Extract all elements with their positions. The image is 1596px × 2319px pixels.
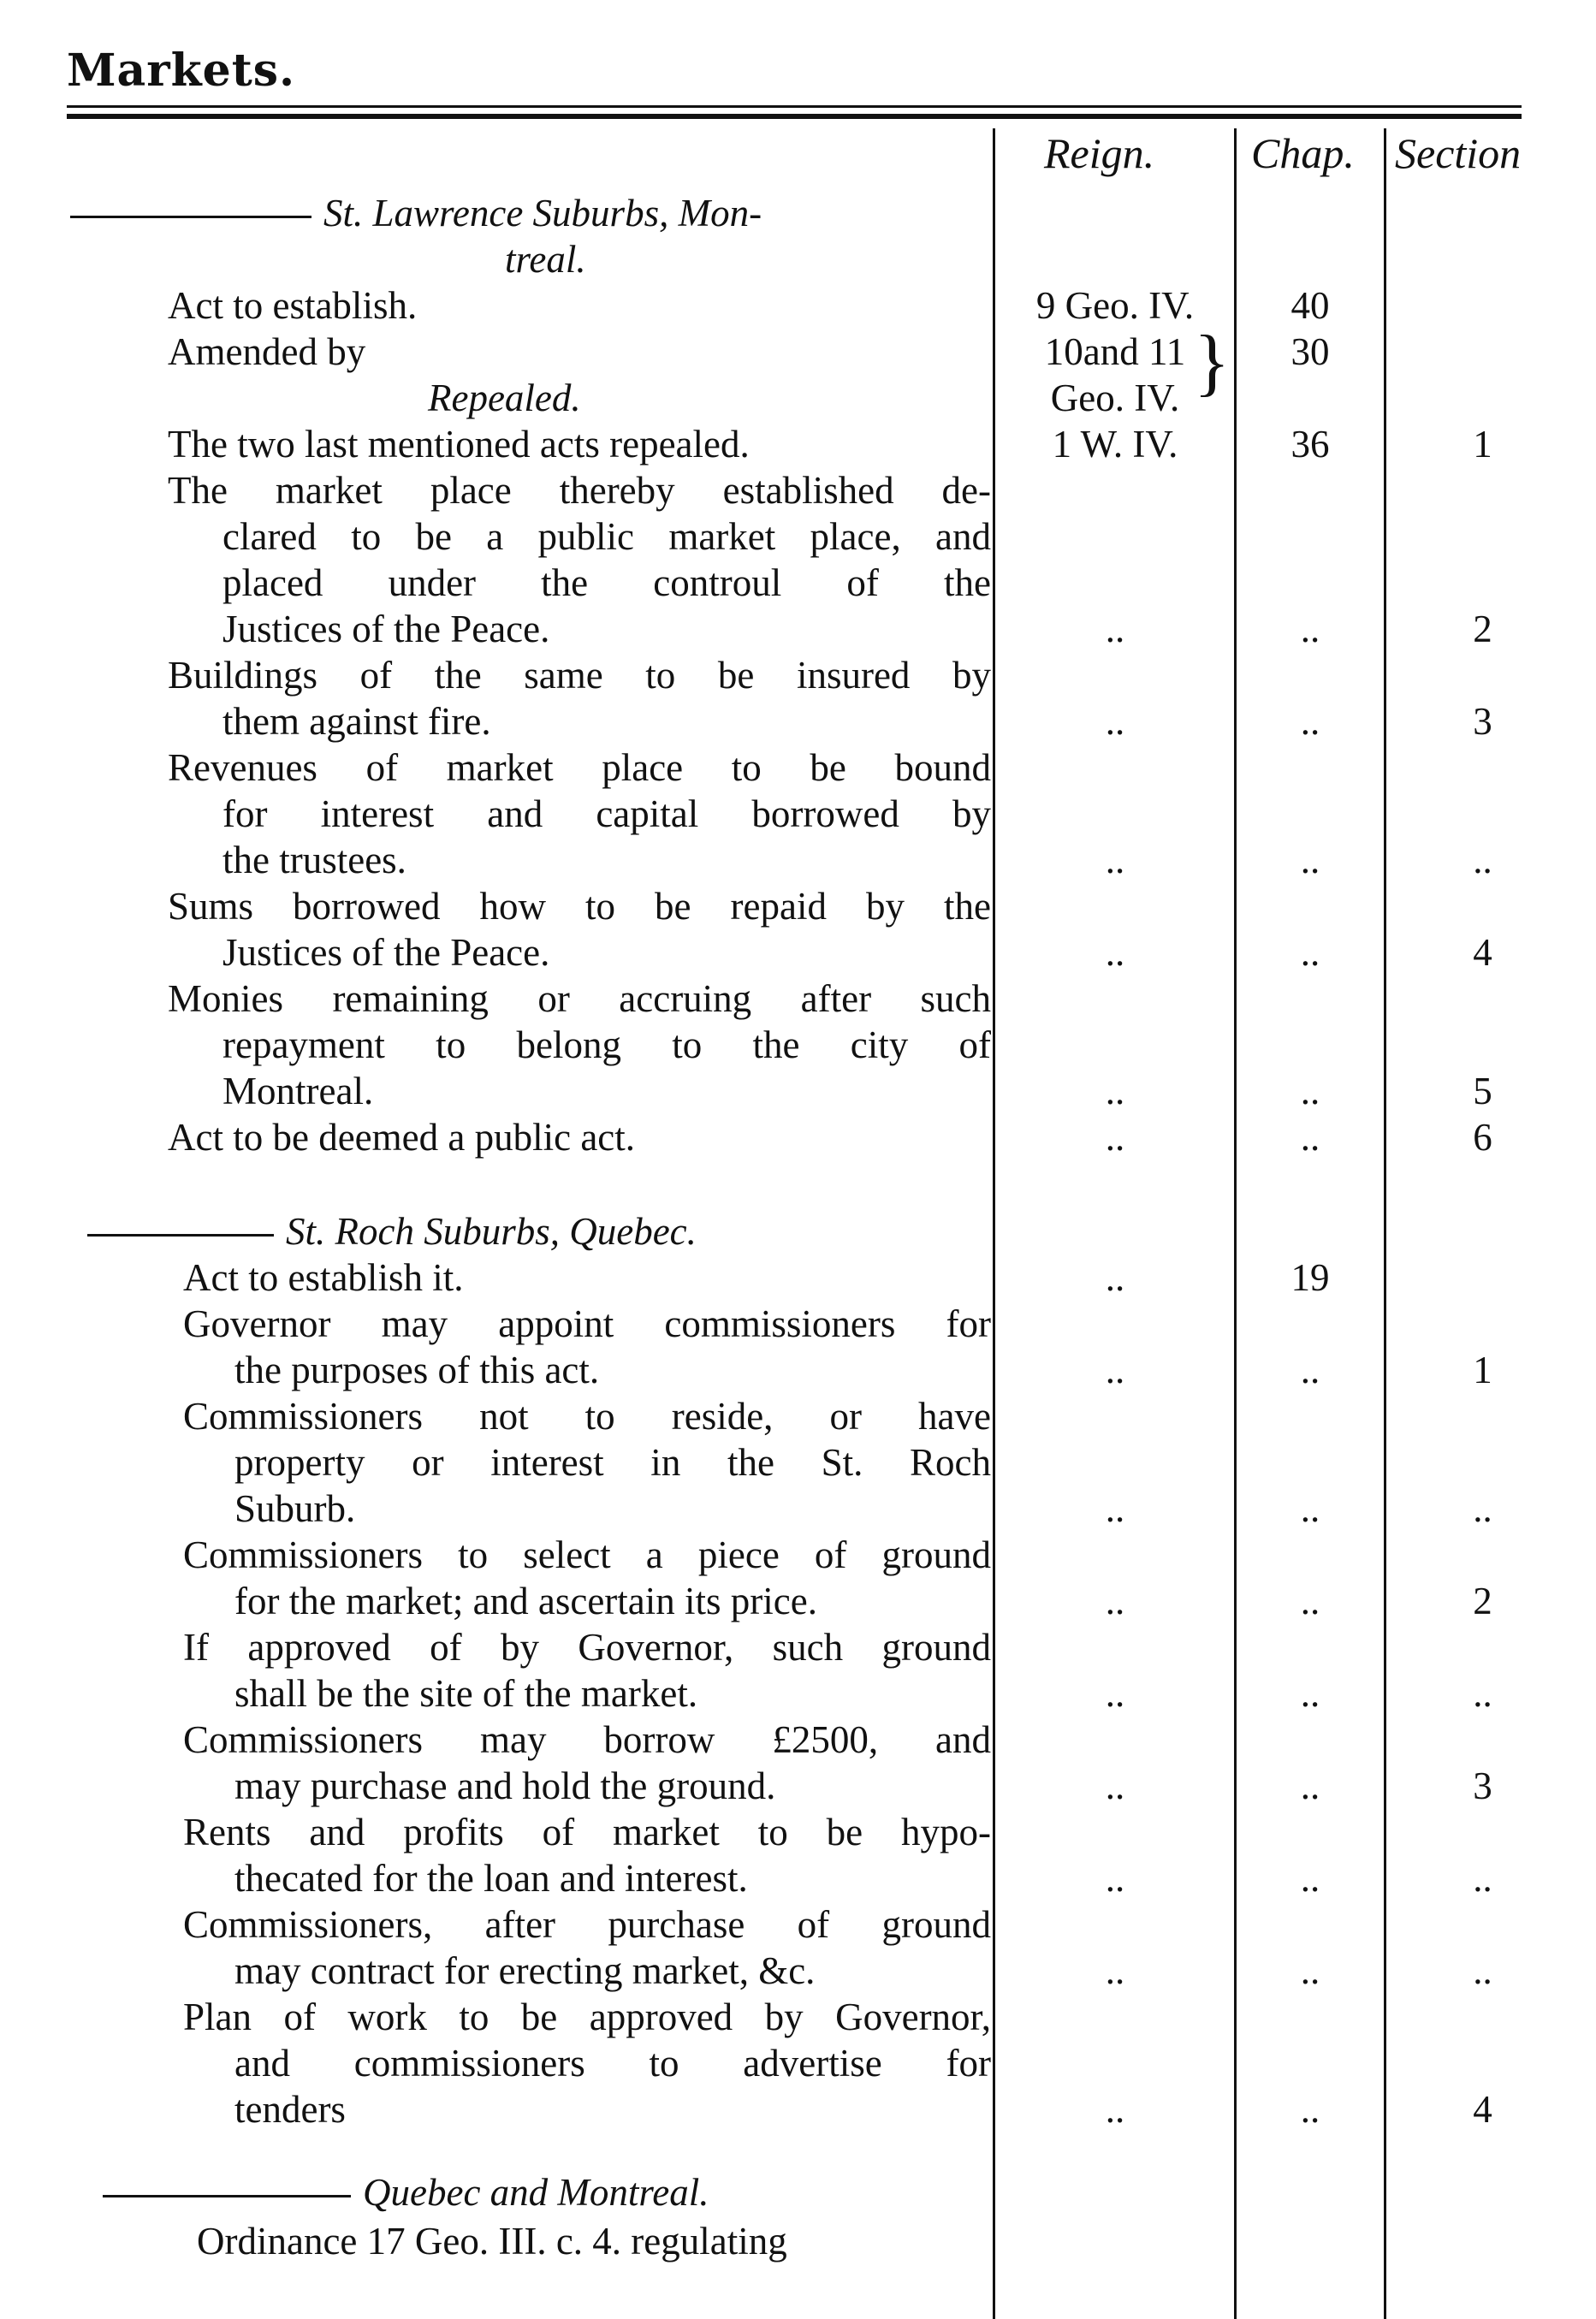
entry-text-line: Governor may appoint commissioners for [183, 1302, 991, 1345]
entry-text-line: for the market; and ascertain its price. [234, 1580, 817, 1622]
chap-cell: 30 [1290, 330, 1330, 373]
section-cell: 3 [1473, 700, 1492, 743]
entry-text-line: Amended by [168, 330, 366, 373]
entry-text-line: Act to establish. [168, 284, 418, 327]
reign-cell: .. [1105, 1672, 1125, 1715]
entry-text-line: Buildings of the same to be insured by [168, 654, 991, 697]
entry-text-line: Commissioners, after purchase of ground [183, 1903, 991, 1946]
reign-cell: .. [1105, 608, 1125, 650]
section-cell: 4 [1473, 2088, 1492, 2131]
chap-cell: .. [1300, 1349, 1320, 1391]
section-cell: 2 [1473, 1580, 1492, 1622]
reign-cell: .. [1105, 839, 1125, 881]
entry-text-line: Plan of work to be approved by Governor, [183, 1996, 991, 2038]
chap-cell: .. [1300, 1580, 1320, 1622]
section-cell: 5 [1473, 1070, 1492, 1112]
section-cell: .. [1473, 1672, 1492, 1715]
entry-text-line: may purchase and hold the ground. [234, 1764, 776, 1807]
entry-text-line: The market place thereby established de- [168, 469, 991, 512]
reign-cell: .. [1105, 1764, 1125, 1807]
reign-cell: .. [1105, 1070, 1125, 1112]
top-rule-thick [67, 114, 1522, 119]
column-divider-chap [1234, 128, 1237, 2319]
entry-text-line: Commissioners not to reside, or have [183, 1395, 991, 1438]
column-header-chap: Chap. [1251, 129, 1355, 177]
section-heading [70, 190, 762, 236]
entry-text-line: Monies remaining or accruing after such [168, 977, 991, 1020]
reign-cell: .. [1105, 1580, 1125, 1622]
entry-text-line: Revenues of market place to be bound [168, 746, 991, 789]
section-heading-dash [70, 216, 311, 218]
section-cell: .. [1473, 839, 1492, 881]
entry-text-line: them against fire. [222, 700, 491, 743]
entry-text-line: shall be the site of the market. [234, 1672, 698, 1715]
section-heading-dash [103, 2195, 351, 2197]
chap-cell: .. [1300, 931, 1320, 974]
entry-text-line: clared to be a public market place, and [222, 515, 991, 558]
entry-text-line: Act to establish it. [183, 1256, 464, 1299]
section-cell: 2 [1473, 608, 1492, 650]
entry-text-line: the purposes of this act. [234, 1349, 600, 1391]
entry-text-line: Sums borrowed how to be repaid by the [168, 885, 991, 928]
chap-cell: 40 [1290, 284, 1330, 327]
reign-cell: .. [1105, 700, 1125, 743]
entry-text-line: Suburb. [234, 1487, 356, 1530]
brace-glyph: } [1194, 321, 1231, 404]
top-rule [67, 105, 1522, 108]
chap-cell: 36 [1290, 423, 1330, 466]
entry-text-line: thecated for the loan and interest. [234, 1857, 748, 1900]
entry-text-line: repayment to belong to the city of [222, 1023, 991, 1066]
reign-cell: .. [1105, 1256, 1125, 1299]
section-heading-text: Quebec and Montreal. [363, 2171, 709, 2214]
chap-cell: .. [1300, 1487, 1320, 1530]
chap-cell: .. [1300, 608, 1320, 650]
reign-cell: 1 W. IV. [1052, 423, 1178, 466]
column-divider-reign [993, 128, 995, 2319]
entry-text-line: Act to be deemed a public act. [168, 1116, 636, 1159]
entry-text-line: Commissioners may borrow £2500, and [183, 1718, 991, 1761]
entry-text-line: Ordinance 17 Geo. III. c. 4. regulating [197, 2220, 787, 2263]
reign-cell: .. [1105, 2088, 1125, 2131]
column-header-section: Section [1395, 129, 1522, 177]
entry-text-line: Montreal. [222, 1070, 374, 1112]
entry-text-line: placed under the controul of the [222, 561, 991, 604]
entry-text-line: Justices of the Peace. [222, 931, 550, 974]
reign-cell: .. [1105, 1349, 1125, 1391]
section-cell: 6 [1473, 1116, 1492, 1159]
section-cell: .. [1473, 1487, 1492, 1530]
section-cell: .. [1473, 1949, 1492, 1992]
entry-text-line: If approved of by Governor, such ground [183, 1626, 991, 1669]
section-heading-text: St. Lawrence Suburbs, Mon- [323, 192, 762, 234]
running-head: Markets. [67, 44, 296, 97]
section-heading [103, 2169, 709, 2215]
section-heading-text: St. Roch Suburbs, Quebec. [286, 1210, 697, 1253]
chap-cell: .. [1300, 1857, 1320, 1900]
entry-text-line: The two last mentioned acts repealed. [168, 423, 750, 466]
entry-text-line: the trustees. [222, 839, 406, 881]
section-heading [87, 1208, 697, 1254]
chap-cell: .. [1300, 1070, 1320, 1112]
column-header-reign: Reign. [1044, 129, 1155, 177]
chap-cell: 19 [1290, 1256, 1330, 1299]
reign-cell: 9 Geo. IV. [1035, 284, 1195, 327]
reign-cell: .. [1105, 1116, 1125, 1159]
section-cell: 4 [1473, 931, 1492, 974]
section-cell: .. [1473, 1857, 1492, 1900]
section-heading-continued: treal. [505, 238, 586, 281]
reign-cell: .. [1105, 1857, 1125, 1900]
chap-cell: .. [1300, 700, 1320, 743]
reign-cell: 10and 11 [1044, 330, 1186, 373]
chap-cell: .. [1300, 1949, 1320, 1992]
reign-cell: .. [1105, 931, 1125, 974]
reign-cell: Geo. IV. [1050, 377, 1180, 419]
entry-text-line: and commissioners to advertise for [234, 2042, 991, 2085]
entry-text-line: property or interest in the St. Roch [234, 1441, 991, 1484]
entry-text-line: Repealed. [428, 377, 581, 419]
reign-cell: .. [1105, 1487, 1125, 1530]
section-cell: 1 [1473, 1349, 1492, 1391]
chap-cell: .. [1300, 1672, 1320, 1715]
section-heading-dash [87, 1234, 274, 1237]
section-cell: 1 [1473, 423, 1492, 466]
chap-cell: .. [1300, 1764, 1320, 1807]
entry-text-line: for interest and capital borrowed by [222, 792, 991, 835]
reign-cell: .. [1105, 1949, 1125, 1992]
entry-text-line: Justices of the Peace. [222, 608, 550, 650]
entry-text-line: may contract for erecting market, &c. [234, 1949, 816, 1992]
entry-text-line: Rents and profits of market to be hypo- [183, 1811, 991, 1853]
entry-text-line: tenders [234, 2088, 346, 2131]
entry-text-line: Commissioners to select a piece of ground [183, 1533, 991, 1576]
chap-cell: .. [1300, 2088, 1320, 2131]
section-cell: 3 [1473, 1764, 1492, 1807]
chap-cell: .. [1300, 1116, 1320, 1159]
chap-cell: .. [1300, 839, 1320, 881]
